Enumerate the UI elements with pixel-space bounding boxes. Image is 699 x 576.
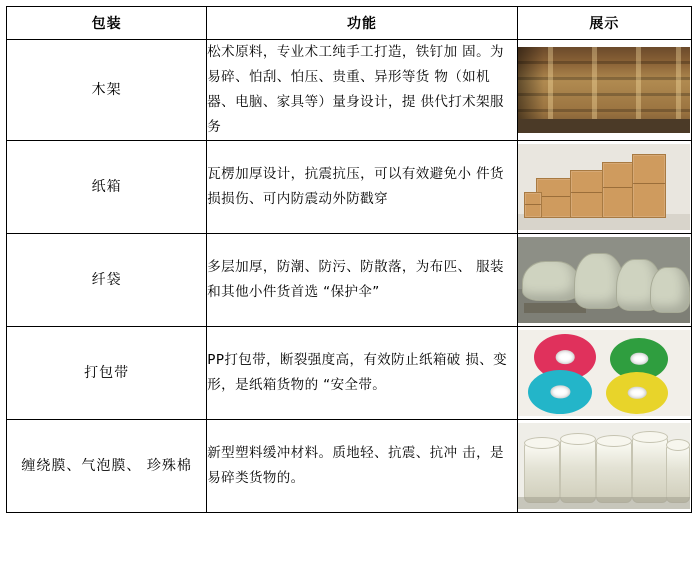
woven-bags-photo bbox=[518, 237, 690, 323]
strapping-reels-photo bbox=[518, 330, 690, 416]
package-function-strapping: PP打包带，断裂强度高，有效防止纸箱破 损、变形，是纸箱货物的 “安全带。 bbox=[207, 326, 517, 419]
stretch-film-rolls-photo bbox=[518, 423, 690, 509]
table-body bbox=[7, 40, 692, 513]
table-row bbox=[7, 326, 692, 419]
column-header-display: 展示 bbox=[517, 7, 691, 40]
package-display-woven-bag bbox=[517, 233, 691, 326]
package-name-film: 缠绕膜、气泡膜、 珍殊棉 bbox=[7, 419, 207, 512]
package-display-film bbox=[517, 419, 691, 512]
carton-boxes-photo bbox=[518, 144, 690, 230]
package-name-woven-bag: 纤袋 bbox=[7, 233, 207, 326]
packaging-table-page bbox=[0, 6, 699, 576]
package-function-film: 新型塑料缓冲材料。质地轻、抗震、抗冲 击，是易碎类货物的。 bbox=[207, 419, 517, 512]
package-function-wood-crate: 松术原料，专业术工纯手工打造，铁钉加 固。为易碎、怕刮、怕压、贵重、异形等货 物（如机器、电脑、家具等）量身设计，提 供代打术架服务 bbox=[207, 40, 517, 141]
table-row bbox=[7, 419, 692, 512]
table-row bbox=[7, 40, 692, 141]
column-header-package: 包装 bbox=[7, 7, 207, 40]
table-row bbox=[7, 140, 692, 233]
package-display-wood-crate bbox=[517, 40, 691, 141]
table-header bbox=[7, 7, 692, 40]
packaging-table bbox=[6, 6, 692, 513]
package-display-strapping bbox=[517, 326, 691, 419]
table-row bbox=[7, 233, 692, 326]
package-display-carton bbox=[517, 140, 691, 233]
wooden-crates-photo bbox=[518, 47, 690, 133]
package-name-strapping: 打包带 bbox=[7, 326, 207, 419]
package-name-carton: 纸箱 bbox=[7, 140, 207, 233]
table-header-row bbox=[7, 7, 692, 40]
package-function-woven-bag: 多层加厚，防潮、防污、防散落，为布匹、 服装和其他小件货首选 “保护伞” bbox=[207, 233, 517, 326]
package-name-wood-crate: 木架 bbox=[7, 40, 207, 141]
package-function-carton: 瓦楞加厚设计，抗震抗压，可以有效避免小 件货损损伤、可内防震动外防戳穿 bbox=[207, 140, 517, 233]
column-header-function: 功能 bbox=[207, 7, 517, 40]
